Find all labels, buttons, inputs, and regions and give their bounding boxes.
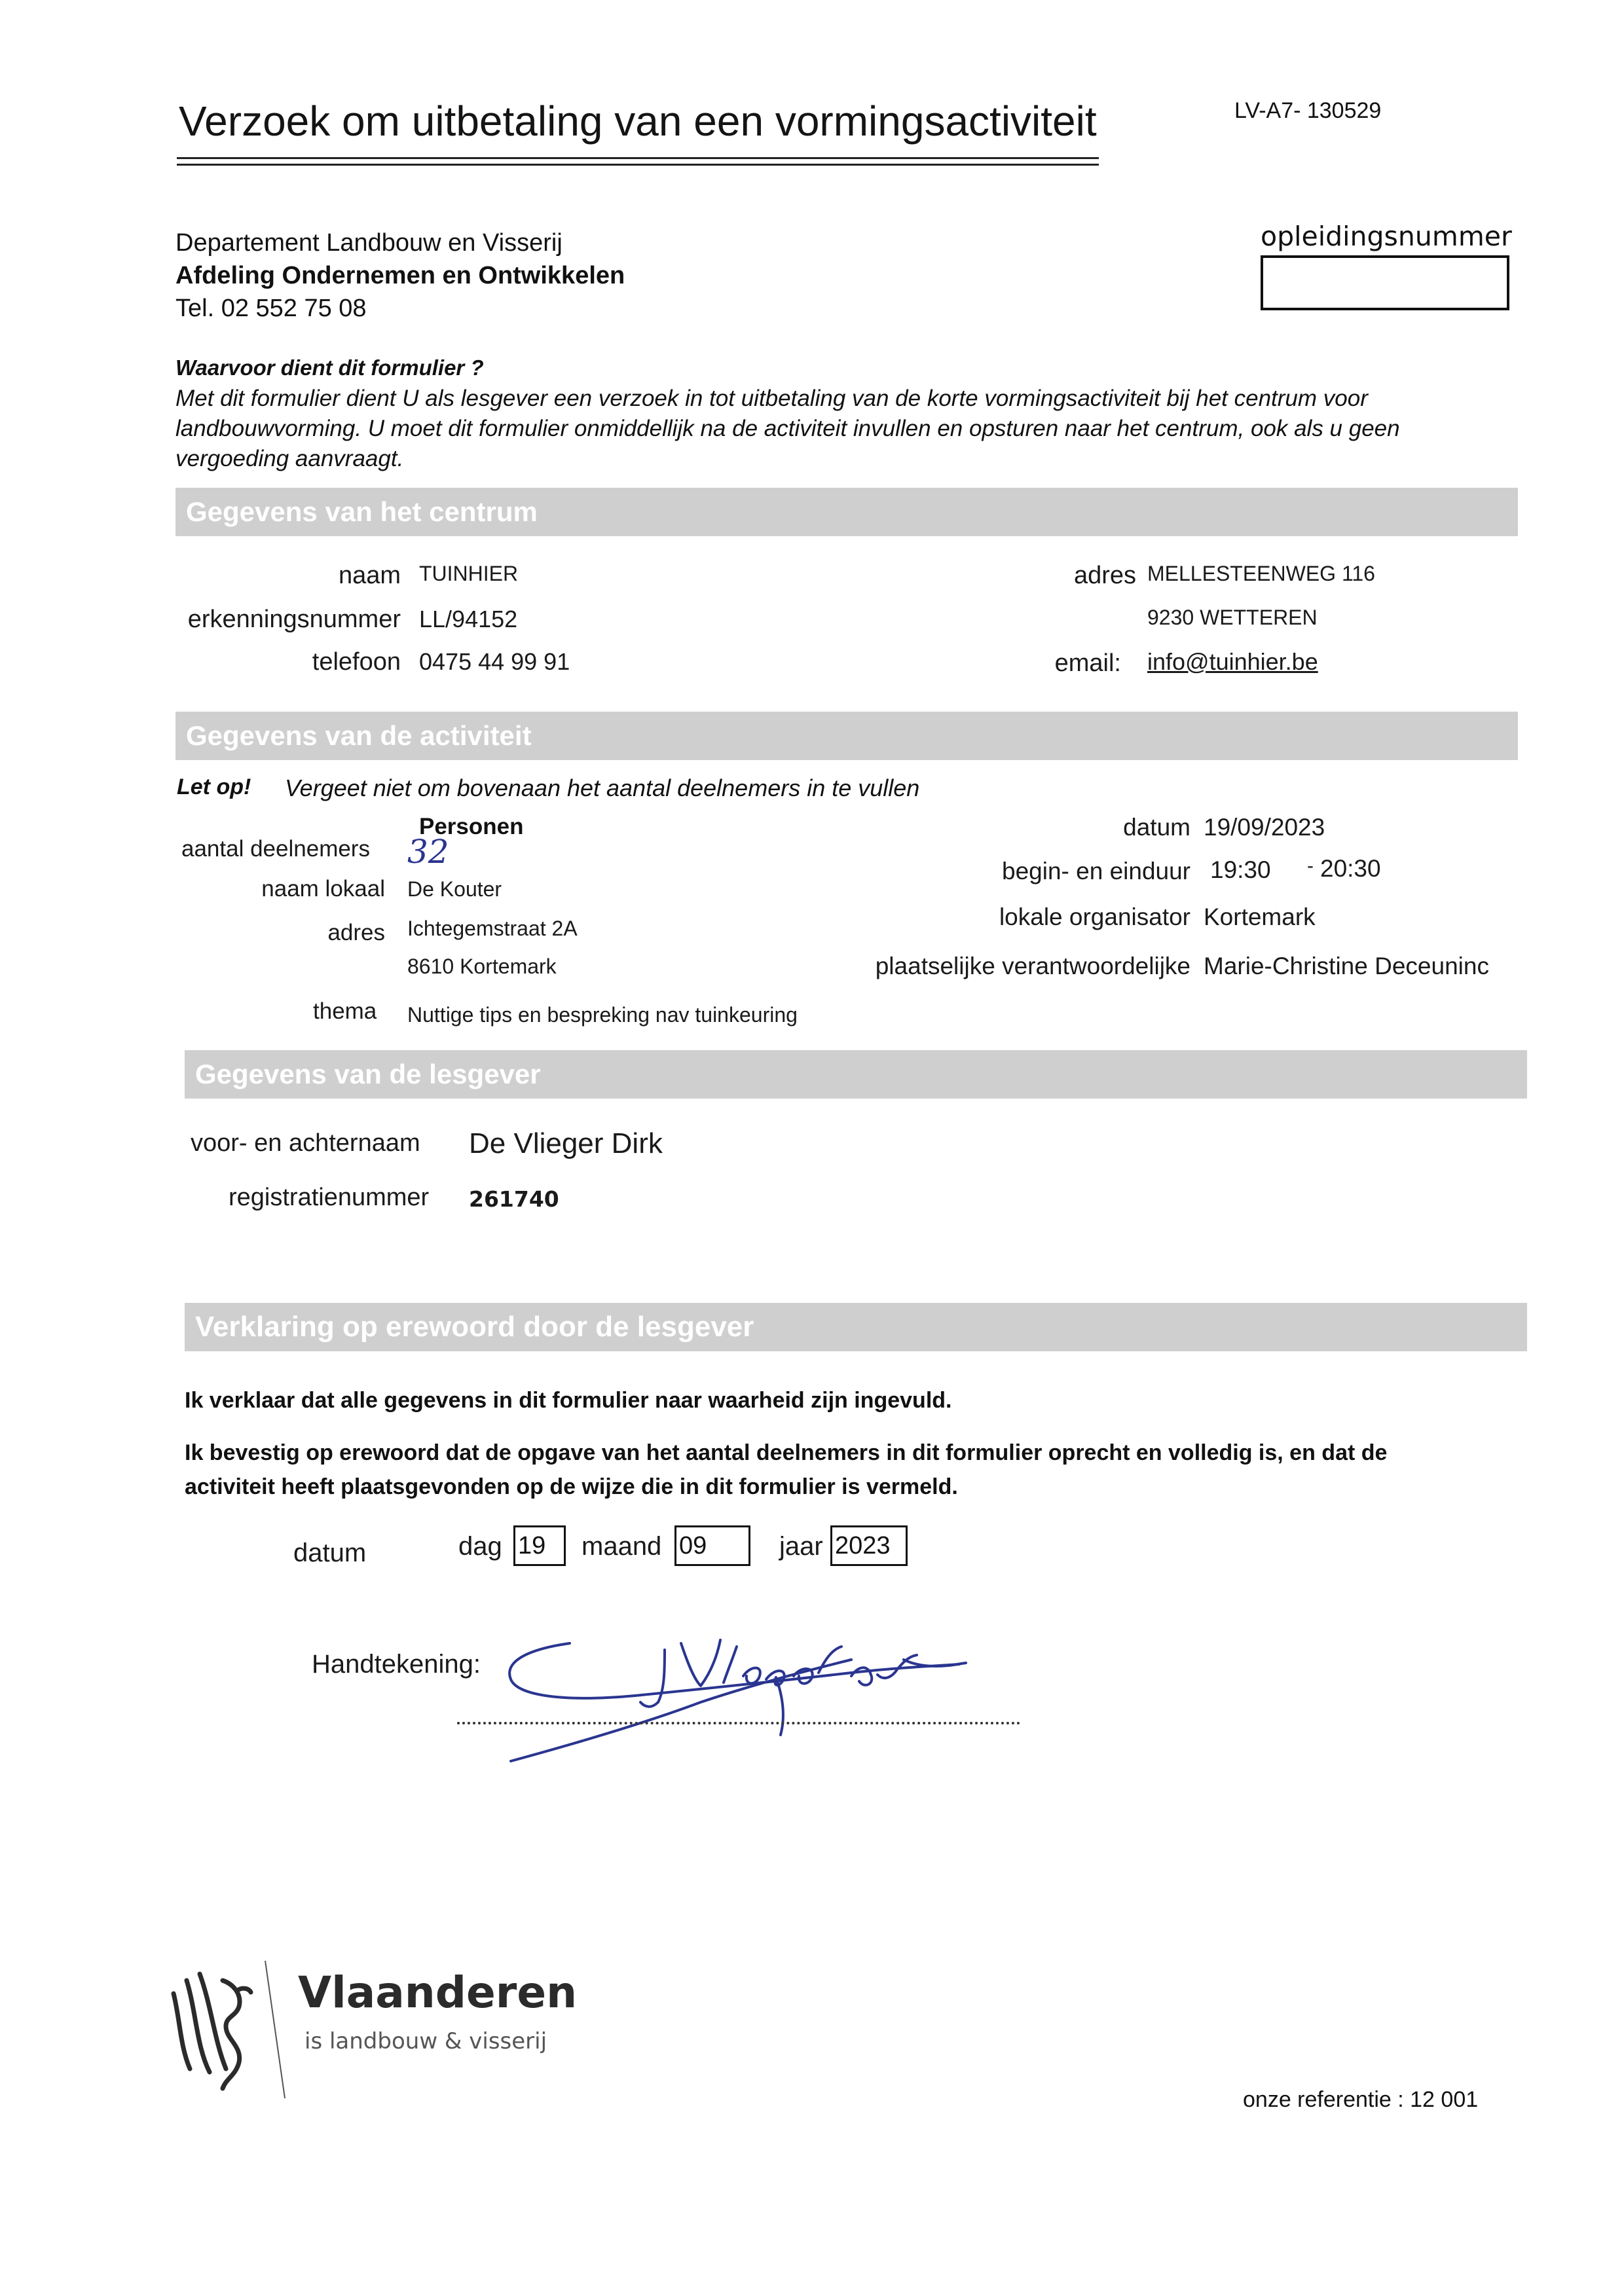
letop-text: Vergeet niet om bovenaan het aantal deelnemers in te vullen <box>285 774 920 801</box>
maand-label: maand <box>581 1532 662 1561</box>
organisator-label: lokale organisator <box>999 903 1190 930</box>
centrum-email-link[interactable]: info@tuinhier.be <box>1147 648 1318 675</box>
onze-referentie: onze referentie : 12 001 <box>1243 2087 1479 2112</box>
handtekening-label: Handtekening: <box>312 1650 481 1679</box>
form-code: LV-A7- 130529 <box>1234 98 1382 123</box>
verklaring-datum-label: datum <box>293 1539 367 1567</box>
title-underline <box>177 157 1099 159</box>
opleidingsnummer-label: opleidingsnummer <box>1261 221 1512 252</box>
maand-field[interactable]: 09 <box>674 1525 750 1566</box>
centrum-telefoon-label: telefoon <box>312 648 401 676</box>
vlaanderen-lion-logo <box>160 1954 291 2111</box>
centrum-erkenning: LL/94152 <box>419 606 518 632</box>
centrum-naam-label: naam <box>338 562 401 589</box>
department-phone: Tel. 02 552 75 08 <box>175 295 367 322</box>
vlaanderen-wordmark: Vlaanderen <box>298 1967 578 2018</box>
beginuur-value: 19:30 <box>1210 856 1271 883</box>
verantwoordelijke-label: plaatselijke verantwoordelijke <box>875 953 1190 979</box>
division-name: Afdeling Ondernemen en Ontwikkelen <box>175 262 625 289</box>
purpose-heading: Waarvoor dient dit formulier ? <box>175 355 484 380</box>
section-lesgever: Gegevens van de lesgever <box>185 1050 1527 1099</box>
deelnemers-value: 32 <box>407 833 449 871</box>
registratie-value: 261740 <box>469 1186 559 1212</box>
centrum-telefoon: 0475 44 99 91 <box>419 648 570 675</box>
document-title: Verzoek om uitbetaling van een vormingsactiviteit <box>179 98 1097 145</box>
verklaring-line1: Ik verklaar dat alle gegevens in dit formulier naar waarheid zijn ingevuld. <box>185 1388 952 1413</box>
lokaal-label: naam lokaal <box>261 876 385 902</box>
activiteit-adres-line1: Ichtegemstraat 2A <box>407 917 578 940</box>
organisator-value: Kortemark <box>1204 903 1316 930</box>
centrum-adres-line2: 9230 WETTEREN <box>1147 606 1318 629</box>
datum-label: datum <box>1123 814 1190 841</box>
jaar-label: jaar <box>779 1532 823 1561</box>
dag-label: dag <box>458 1532 502 1561</box>
activiteit-adres-label: adres <box>327 920 385 945</box>
lesgever-naam: De Vlieger Dirk <box>469 1127 663 1159</box>
purpose-text: Met dit formulier dient U als lesgever een verzoek in tot uitbetaling van de korte vormingsactiviteit bij het centrum voor landbouwvorming. U moet dit formulier onmiddellijk na de activiteit invullen en opsturen naar het centrum, ook als u geen vergoeding aanvraagt. <box>175 386 1400 471</box>
centrum-erkenning-label: erkenningsnummer <box>187 606 401 633</box>
signature-line <box>457 1722 1020 1724</box>
section-verklaring: Verklaring op erewoord door de lesgever <box>185 1303 1527 1351</box>
verklaring-line2a: Ik bevestig op erewoord dat de opgave van het aantal deelnemers in dit formulier oprecht en volledig is, en dat de <box>185 1440 1388 1465</box>
thema-value: Nuttige tips en bespreking nav tuinkeuring <box>407 1003 798 1027</box>
signature-image <box>485 1604 982 1800</box>
letop-label: Let op! <box>177 774 251 799</box>
title-underline-double <box>177 164 1099 166</box>
datum-value: 19/09/2023 <box>1204 814 1325 841</box>
lesgever-naam-label: voor- en achternaam <box>191 1129 420 1157</box>
jaar-field[interactable]: 2023 <box>830 1525 908 1566</box>
centrum-adres-line1: MELLESTEENWEG 116 <box>1147 562 1375 585</box>
vlaanderen-tagline: is landbouw & visserij <box>304 2028 547 2054</box>
centrum-naam: TUINHIER <box>419 562 519 585</box>
verantwoordelijke-value: Marie-Christine Deceuninc <box>1204 953 1489 979</box>
section-centrum: Gegevens van het centrum <box>175 488 1518 536</box>
centrum-email-label: email: <box>1054 649 1121 677</box>
department-name: Departement Landbouw en Visserij <box>175 229 563 257</box>
lokaal-value: De Kouter <box>407 877 502 901</box>
deelnemers-label: aantal deelnemers <box>181 836 370 862</box>
section-activiteit: Gegevens van de activiteit <box>175 712 1518 760</box>
dag-field[interactable]: 19 <box>513 1525 566 1566</box>
verklaring-line2b: activiteit heeft plaatsgevonden op de wijze die in dit formulier is vermeld. <box>185 1474 958 1499</box>
einduur-value: 20:30 <box>1320 855 1381 882</box>
activiteit-adres-line2: 8610 Kortemark <box>407 955 557 978</box>
centrum-adres-label: adres <box>1073 562 1136 589</box>
opleidingsnummer-field[interactable] <box>1261 255 1509 310</box>
uur-label: begin- en einduur <box>1002 858 1190 884</box>
registratie-label: registratienummer <box>229 1184 430 1211</box>
personen-label: Personen <box>419 814 524 839</box>
thema-label: thema <box>313 998 377 1024</box>
uur-separator: - <box>1307 855 1314 877</box>
